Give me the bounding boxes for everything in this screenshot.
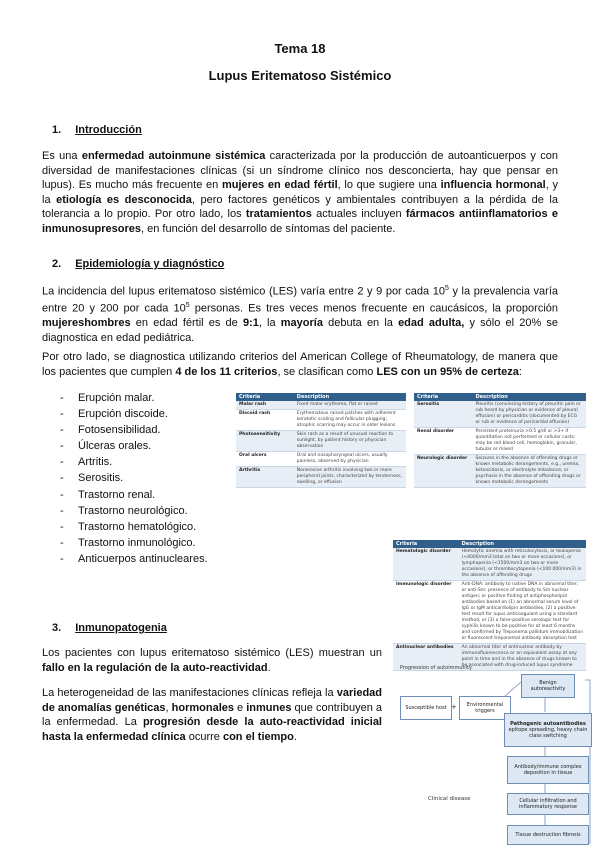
text-run: . [293,730,297,743]
table-header-cell: Criteria [236,393,294,401]
page-title: Lupus Eritematoso Sistémico [208,68,392,83]
text-run: . [267,661,271,674]
criterion-name: Immunologic disorder [393,581,459,644]
figure-title: Progression of autoimmunity [400,665,472,671]
text-run: Por otro lado, se diagnostica utilizando criterios del American College of Rheumatology, de manera que los pacientes que cumplen [42,351,558,378]
text-run: personas. Es tres veces menos frecuente en caucásicos, la proporción [189,302,558,315]
bold-run: con el tiempo [222,730,294,743]
criterion-name: Hematologic disorder [393,548,459,581]
pathogenic-autoantibodies-box [504,713,592,747]
pathogenic-subtitle: epitope spreading, heavy chain class switching [508,727,588,739]
bold-run: etiología es desconocida [56,193,192,206]
text-run: y la prevalencia varía entre 20 y 200 por cada 10 [42,285,558,315]
text-run: Los pacientes con lupus eritematoso sistémico (LES) muestran un [42,647,382,659]
table-header-row [414,393,586,401]
table-row [393,548,586,581]
text-run: , lo que sugiere una [337,179,441,191]
intro-paragraph [42,149,558,236]
criterion-description: Fixed malar erythema, flat or raised [294,401,406,410]
criteria-item: - Trastorno renal. [60,487,208,503]
text-run: , pero factores genéticos y ambientales contribuyen a la pérdida de la tolerancia a lo propio. Por otro lado, los [42,193,558,220]
immune-complex-box: Antibody/immune complex deposition in tissue [507,756,589,784]
bold-run: fallo en la regulación de la auto-reactividad [42,661,268,674]
criterion-description: Oral and nasopharyngeal ulcers, usually painless, observed by physician [294,452,406,467]
text-run: ocurre [185,730,223,743]
criterion-description: Pleuritis (convincing history of pleuritic pain or rub heard by physician or evidence of pleural effusion) or pericarditis (documented by ECG or rub or evidence of pericardial effusion) [472,401,586,428]
text-run: en edad fértil es de [130,317,243,330]
section-heading-immunopathogenesis [52,622,167,634]
bold-run: LES con un 95% de certeza [376,365,519,378]
plus-sign: + [451,703,457,711]
cellular-infiltration-box: Cellular infiltration and inflammatory response [507,793,589,815]
criterion-name: Renal disorder [414,428,472,455]
criterion-description: Anti-DNA: antibody to native DNA in abnormal titer; or anti-Sm: presence of antibody to Sm nuclear antigen; or positive finding of antiphospholipid antibodies based on (1) an abnormal serum level of IgG or IgM anticardiolipin antibodies, (2) a positive test result for lupus anticoagulant using a standard method, or (3) a false-positive serologic test for syphilis known to be positive for at least 6 months and confirmed by Treponema pallidum immobilization or fluorescent treponemal antibody absorption test [459,581,586,644]
criteria-item: - Úlceras orales. [60,438,208,454]
immunopathogenesis-paragraph-1 [42,646,382,675]
table-header-cell: Criteria [393,540,459,548]
text-run: , [165,701,172,714]
superscript: 5 [185,302,190,310]
table-row [236,431,406,452]
bold-run: tratamientos [245,208,312,220]
table-header-cell: Description [294,393,406,401]
text-run: debuta en la [322,317,399,330]
text-run: actuales incluyen [311,208,406,220]
criterion-name: Neurologic disorder [414,455,472,488]
bold-run: influencia hormonal [440,179,546,191]
benign-autoreactivity-box: Benign autoreactivity [521,674,575,698]
text-run: Es una [42,150,82,162]
criterion-name: Photosensitivity [236,431,294,452]
criteria-table-3 [393,540,586,671]
section-number: 3. [52,622,62,634]
bold-run: enfermedad autoinmune sistémica [81,150,266,162]
bold-run: hormonales [171,701,234,714]
immunopathogenesis-paragraph-2 [42,686,382,744]
criteria-item: - Trastorno neurológico. [60,503,208,519]
criteria-item: - Erupción discoide. [60,406,208,422]
section-heading-intro [52,124,142,136]
text-run: que contribuyen a la enfermedad. La [42,701,383,728]
criterion-name: Arthritis [236,467,294,488]
criteria-table-1 [236,393,406,488]
criterion-description: An abnormal titer of antinuclear antibody by immunofluorescence or an equivalent assay at any point in time and in the absence of drugs known to be associated with drug-induced lupus syndrome [459,644,586,671]
text-run: caracterizada por la producción de autoanticuerpos y con diversidad de manifestaciones clínicas (si un síndrome clínico nos desconcierta, hay que pensar en lupus). Es mucho más frecuente en [42,150,558,191]
table-row [236,452,406,467]
criterion-name: Discoid rash [236,410,294,431]
text-run: La heterogeneidad de las manifestaciones clínicas refleja la [42,687,337,699]
epidemiology-paragraph [42,282,558,345]
bold-run: 9:1 [242,317,259,330]
criteria-item: - Trastorno inmunológico. [60,535,208,551]
criteria-item: - Anticuerpos antinucleares. [60,551,208,567]
criterion-description: Erythematous raised patches with adherent keratotic scaling and follicular plugging; atrophic scarring may occur in older lesions [294,410,406,431]
table-header-cell: Description [459,540,586,548]
bold-run: variedad de anomalías genéticas [42,687,382,714]
criteria-item: - Erupción malar. [60,390,208,406]
text-run: , y la [42,179,558,206]
text-run: , se clasifican como [277,365,377,378]
criteria-item: - Trastorno hematológico. [60,519,208,535]
table-row [236,410,406,431]
criterion-description: Persistent proteinuria >0.5 g/dl or >3+ if quantitation not performed or cellular casts: may be red blood cell, hemoglobin, granular, tubular or mixed [472,428,586,455]
table-row [236,401,406,410]
section-title: Inmunopatogenia [75,622,167,634]
table-row [414,401,586,428]
susceptible-host-box: Susceptible host [400,696,452,720]
table-row [236,467,406,488]
diagnosis-paragraph [42,350,558,379]
criteria-list [60,390,208,567]
text-run: e [234,701,247,714]
bold-run: mayoría [280,317,323,330]
tissue-destruction-box: Tissue destruction fibrosis [507,825,589,845]
table-header-row [393,540,586,548]
text-run: , en función del desarrollo de síntomas del paciente. [141,222,396,235]
section-title: Introducción [75,124,142,136]
criterion-name: Antinuclear antibodies [393,644,459,671]
criterion-description: Skin rash as a result of unusual reaction to sunlight, by patient history or physician observation [294,431,406,452]
pathogenic-title: Pathogenic autoantibodies [510,721,586,727]
text-run: y sólo el 20% se diagnostica en edad pediátrica. [42,317,558,344]
bold-run: mujeres en edad fértil [221,179,338,191]
criterion-name: Malar rash [236,401,294,410]
clinical-disease-label: Clinical disease [428,796,471,802]
text-run: : [518,365,522,378]
section-heading-epidemiology [52,258,224,270]
table-row [414,428,586,455]
section-number: 2. [52,258,62,270]
text-run: , la [258,317,281,330]
bold-run: fármacos antiinflamatorios e inmunosupresores [42,208,558,235]
bold-run: mujereshombres [42,317,131,330]
criterion-description: Nonerosive arthritis involving two or more peripheral joints, characterized by tenderness, swelling, or effusion [294,467,406,488]
criteria-item: - Artritis. [60,454,208,470]
table-header-row [236,393,406,401]
bold-run: progresión desde la auto-reactividad inicial hasta la enfermedad clínica [42,716,382,743]
section-number: 1. [52,124,62,136]
table-row [393,581,586,644]
criteria-table-2 [414,393,586,488]
topic-number: Tema 18 [274,41,326,56]
arrow-to-benign [505,682,521,696]
criterion-description: Hemolytic anemia with reticulocytosis, or leukopenia (<4000/mm3 total on two or more occasions), or lymphopenia (<1500/mm3 on two or more occasions), or thrombocytopenia (<100 000/mm3) in the absence of offending drugs [459,548,586,581]
bold-run: inmunes [246,701,292,714]
superscript: 5 [444,285,449,292]
environmental-triggers-box: Environmental triggers [459,696,511,720]
text-run: La incidencia del lupus eritematoso sistémico (LES) varía entre 2 y 9 por cada 10 [42,285,445,298]
criteria-item: - Serositis. [60,470,208,486]
criterion-name: Serositis [414,401,472,428]
table-row [414,455,586,488]
criterion-description: Seizures in the absence of offending drugs or known metabolic derangements, e.g., uremia, ketoacidosis, or electrolyte imbalance; or psychosis in the absence of offending drugs or known metabolic derangements [472,455,586,488]
criteria-item: - Fotosensibilidad. [60,422,208,438]
table-header-cell: Criteria [414,393,472,401]
bold-run: edad adulta, [398,317,465,330]
table-header-cell: Description [472,393,586,401]
section-title: Epidemiología y diagnóstico [75,258,225,270]
criterion-name: Oral ulcers [236,452,294,467]
bold-run: 4 de los 11 criterios [175,365,278,378]
